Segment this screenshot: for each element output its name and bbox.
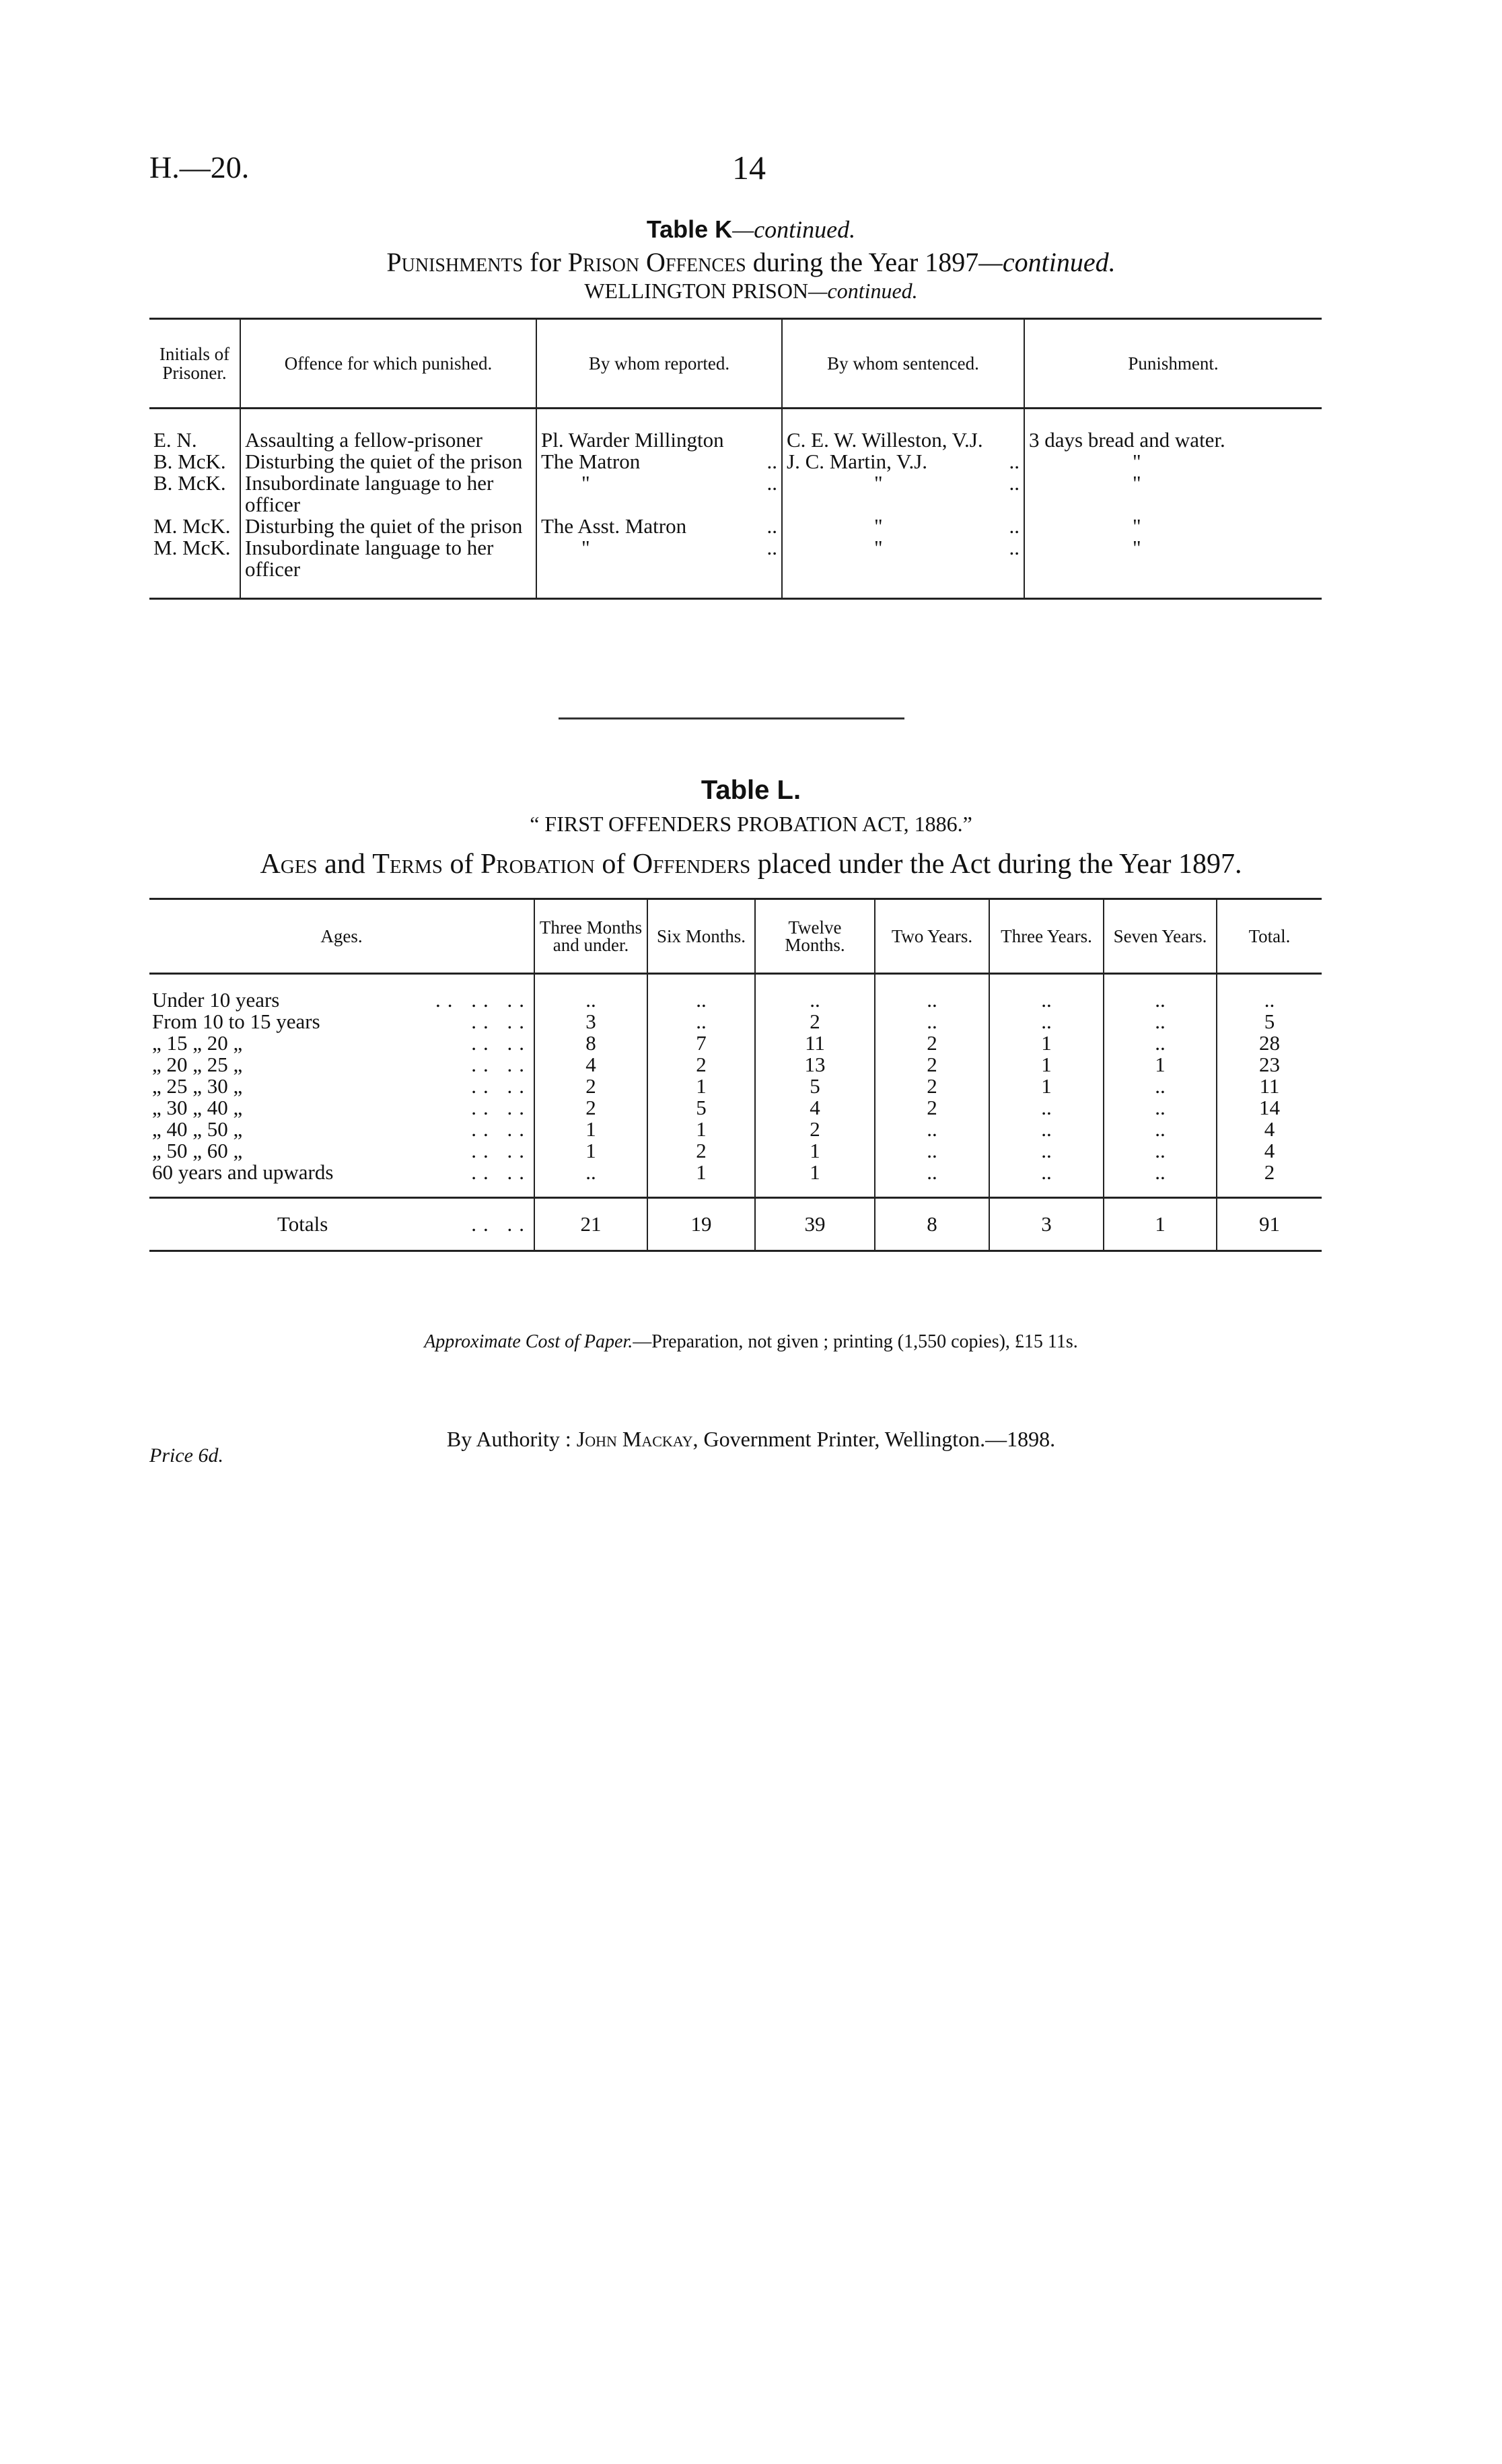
total-cell: 39 [755,1198,875,1251]
value-cell: 2 [534,1097,647,1119]
subtitle-continued: —continued. [978,247,1116,277]
table-row [149,537,1322,599]
sentenced-text: C. E. W. Willeston, V.J. [787,428,983,452]
value-cell: .. [647,974,755,1012]
subtitle-word: placed under the Act during the Year 1897. [757,849,1242,880]
value-cell: .. [534,1162,647,1198]
dot-leader: .. .. [471,1053,531,1076]
value-cell: .. [1104,1119,1217,1140]
subtitle-word: Offenders [632,849,751,880]
value-cell: 2 [875,1076,989,1097]
totals-row [149,1198,1322,1251]
offence-cell: Insubordinate language to her officer [240,537,536,599]
sentenced-text: J. C. Martin, V.J. [787,450,928,473]
age-label: „ 50 „ 60 „ [152,1139,243,1162]
subtitle-word: Terms [372,849,443,880]
reported-cell [536,429,782,451]
value-cell: 2 [755,1119,875,1140]
column-header: Total. [1217,899,1322,974]
section-divider [559,717,904,719]
total-cell: 91 [1217,1198,1322,1251]
age-cell [149,1097,534,1119]
value-cell: .. [989,1097,1104,1119]
age-cell [149,1162,534,1198]
cost-text: —Preparation, not given ; printing (1,550 copies), £15 11s. [633,1331,1078,1352]
sentenced-cell [782,451,1024,472]
value-cell: .. [1104,1011,1217,1032]
dot-leader: .. [766,471,777,495]
reported-cell [536,451,782,472]
printer-name: John Mackay [576,1427,693,1451]
reported-cell [536,537,782,599]
dot-leader: .. [1009,450,1020,473]
value-cell: 1 [755,1140,875,1162]
age-cell [149,1054,534,1076]
punishment-cell: " [1024,472,1322,516]
value-cell: 1 [755,1162,875,1198]
table-l [149,898,1322,1252]
value-cell: .. [647,1011,755,1032]
dot-leader: .. [766,450,777,473]
value-cell: 5 [1217,1011,1322,1032]
subtitle-word: during the Year 1897 [752,247,979,277]
age-label: Under 10 years [152,988,280,1012]
value-cell: 1 [534,1119,647,1140]
table-k-title-main: Table K [646,215,733,243]
reported-text: Pl. Warder Millington [541,428,724,452]
dot-leader: .. .. [471,1010,531,1033]
initials-cell: B. McK. [153,471,226,495]
column-header: Three Months and under. [534,899,647,974]
value-cell: .. [1104,1097,1217,1119]
punishment-cell: " [1024,537,1322,599]
reported-text: The Matron [541,450,641,473]
value-cell: 2 [875,1097,989,1119]
age-label: „ 25 „ 30 „ [152,1074,243,1098]
value-cell: .. [755,974,875,1012]
reported-text: The Asst. Matron [541,514,687,538]
column-header: Three Years. [989,899,1104,974]
dot-leader: .. [1009,536,1020,559]
sentenced-cell [782,516,1024,537]
value-cell: 4 [534,1054,647,1076]
dot-leader: .. .. [471,1031,531,1055]
value-cell: 3 [534,1011,647,1032]
subtitle-word: Ages [260,849,318,880]
column-header: Offence for which punished. [240,319,536,409]
reported-cell [536,472,782,516]
column-header: Six Months. [647,899,755,974]
table-row [149,516,1322,537]
dot-leader: .. [766,536,777,559]
column-header: Punishment. [1024,319,1322,409]
value-cell: .. [989,1140,1104,1162]
punishment-cell: 3 days bread and water. [1024,429,1322,451]
initials-cell: E. N. [153,428,197,452]
dot-leader: .. .. [471,1096,531,1119]
value-cell: .. [1104,1076,1217,1097]
value-cell: .. [1104,1162,1217,1198]
table-row [149,451,1322,472]
subtitle-word: of [602,849,626,880]
total-cell: 3 [989,1198,1104,1251]
dot-leader: .. .. [471,1160,531,1184]
dot-leader: .. [1009,471,1020,495]
reported-text: " [581,536,590,559]
value-cell: 11 [755,1032,875,1054]
dot-leader: .. .. [471,1139,531,1162]
document-reference: H.—20. [149,150,250,184]
value-cell: 14 [1217,1097,1322,1119]
value-cell: .. [989,1011,1104,1032]
initials-cell: M. McK. [153,514,231,538]
age-cell [149,1140,534,1162]
totals-label-cell [149,1198,534,1251]
value-cell: .. [1104,974,1217,1012]
value-cell: .. [989,1162,1104,1198]
value-cell: .. [1104,1140,1217,1162]
authority-line [0,1427,1502,1452]
punishment-cell: " [1024,451,1322,472]
reported-cell [536,516,782,537]
value-cell: 11 [1217,1076,1322,1097]
value-cell: 1 [989,1054,1104,1076]
table-k-subtitle [0,246,1502,278]
dot-leader: .. .. .. [435,988,531,1012]
table-row [149,1032,1322,1054]
table-k-title-suffix: —continued. [732,216,856,243]
offence-cell: Insubordinate language to her officer [240,472,536,516]
act-name: “ FIRST OFFENDERS PROBATION ACT, 1886.” [530,812,972,836]
age-label: „ 30 „ 40 „ [152,1096,243,1119]
table-l-title: Table L. [701,775,801,805]
table-l-header-row [149,899,1322,974]
age-cell [149,1011,534,1032]
age-label: From 10 to 15 years [152,1010,320,1033]
authority-prefix: By Authority : [446,1427,571,1451]
value-cell: .. [534,974,647,1012]
table-row [149,1011,1322,1032]
authority-suffix: , Government Printer, Wellington.—1898. [692,1427,1056,1451]
price: Price 6d. [149,1444,223,1467]
value-cell: 1 [989,1032,1104,1054]
offence-cell: Assaulting a fellow-prisoner [240,429,536,451]
reported-text: " [581,471,590,495]
subtitle-word: for [530,247,561,277]
value-cell: .. [875,1140,989,1162]
value-cell: .. [875,1011,989,1032]
table-k-header-row [149,319,1322,409]
column-header: By whom reported. [536,319,782,409]
age-label: „ 20 „ 25 „ [152,1053,243,1076]
value-cell: 2 [1217,1162,1322,1198]
value-cell: 1 [647,1119,755,1140]
cost-note [0,1331,1502,1353]
table-row [149,1097,1322,1119]
sentenced-text: " [874,471,883,495]
table-l-subtitle [0,848,1502,880]
cost-label: Approximate Cost of Paper. [424,1331,633,1352]
value-cell: 13 [755,1054,875,1076]
prison-name [0,279,1502,304]
value-cell: 2 [534,1076,647,1097]
value-cell: 5 [647,1097,755,1119]
value-cell: .. [989,1119,1104,1140]
dot-leader: .. .. [471,1212,531,1236]
total-cell: 1 [1104,1198,1217,1251]
value-cell: 28 [1217,1032,1322,1054]
total-cell: 21 [534,1198,647,1251]
value-cell: 1 [534,1140,647,1162]
initials-cell: M. McK. [149,537,240,599]
value-cell: 8 [534,1032,647,1054]
value-cell: 2 [647,1140,755,1162]
dot-leader: .. [766,514,777,538]
subtitle-word: Prison Offences [567,247,746,277]
subtitle-word: of [450,849,474,880]
sentenced-text: " [874,514,883,538]
age-label: 60 years and upwards [152,1160,334,1184]
column-header: By whom sentenced. [782,319,1024,409]
value-cell: 1 [989,1076,1104,1097]
total-cell: 8 [875,1198,989,1251]
subtitle-word: Probation [480,849,595,880]
age-cell [149,1076,534,1097]
table-row [149,1119,1322,1140]
value-cell: 2 [875,1054,989,1076]
offence-cell: Disturbing the quiet of the prison [240,451,536,472]
column-header: Ages. [149,899,534,974]
offence-cell: Disturbing the quiet of the prison [240,516,536,537]
table-row [149,1140,1322,1162]
value-cell: 5 [755,1076,875,1097]
age-cell [149,1032,534,1054]
page-number: 14 [732,149,766,186]
age-label: „ 40 „ 50 „ [152,1117,243,1141]
table-k [149,318,1322,600]
dot-leader: .. .. [471,1117,531,1141]
value-cell: 1 [647,1162,755,1198]
value-cell: 4 [755,1097,875,1119]
value-cell: 4 [1217,1140,1322,1162]
table-row [149,1054,1322,1076]
table-k-title [0,215,1502,244]
value-cell: 2 [875,1032,989,1054]
initials-cell: B. McK. [153,450,226,473]
table-row [149,472,1322,516]
totals-label: Totals [277,1212,328,1236]
table-row [149,1076,1322,1097]
value-cell: 1 [1104,1054,1217,1076]
column-header: Seven Years. [1104,899,1217,974]
value-cell: 23 [1217,1054,1322,1076]
table-row [149,1162,1322,1198]
sentenced-cell [782,429,1024,451]
column-header: Two Years. [875,899,989,974]
age-cell [149,974,534,1012]
value-cell: 1 [647,1076,755,1097]
column-header: Twelve Months. [755,899,875,974]
value-cell: .. [1217,974,1322,1012]
prison-label: WELLINGTON PRISON [584,279,809,303]
table-row [149,429,1322,451]
column-header: Initials of Prisoner. [149,319,240,409]
sentenced-cell [782,537,1024,599]
value-cell: .. [989,974,1104,1012]
value-cell: 2 [755,1011,875,1032]
value-cell: 7 [647,1032,755,1054]
subtitle-word: Punishments [386,247,524,277]
age-label: „ 15 „ 20 „ [152,1031,243,1055]
punishment-cell: " [1024,516,1322,537]
value-cell: .. [875,1162,989,1198]
value-cell: 4 [1217,1119,1322,1140]
subtitle-word: and [324,849,365,880]
age-cell [149,1119,534,1140]
dot-leader: .. [1009,514,1020,538]
table-row [149,974,1322,1012]
sentenced-text: " [874,536,883,559]
dot-leader: .. .. [471,1074,531,1098]
value-cell: .. [1104,1032,1217,1054]
sentenced-cell [782,472,1024,516]
prison-continued: —continued. [808,279,918,303]
total-cell: 19 [647,1198,755,1251]
value-cell: 2 [647,1054,755,1076]
value-cell: .. [875,974,989,1012]
value-cell: .. [875,1119,989,1140]
